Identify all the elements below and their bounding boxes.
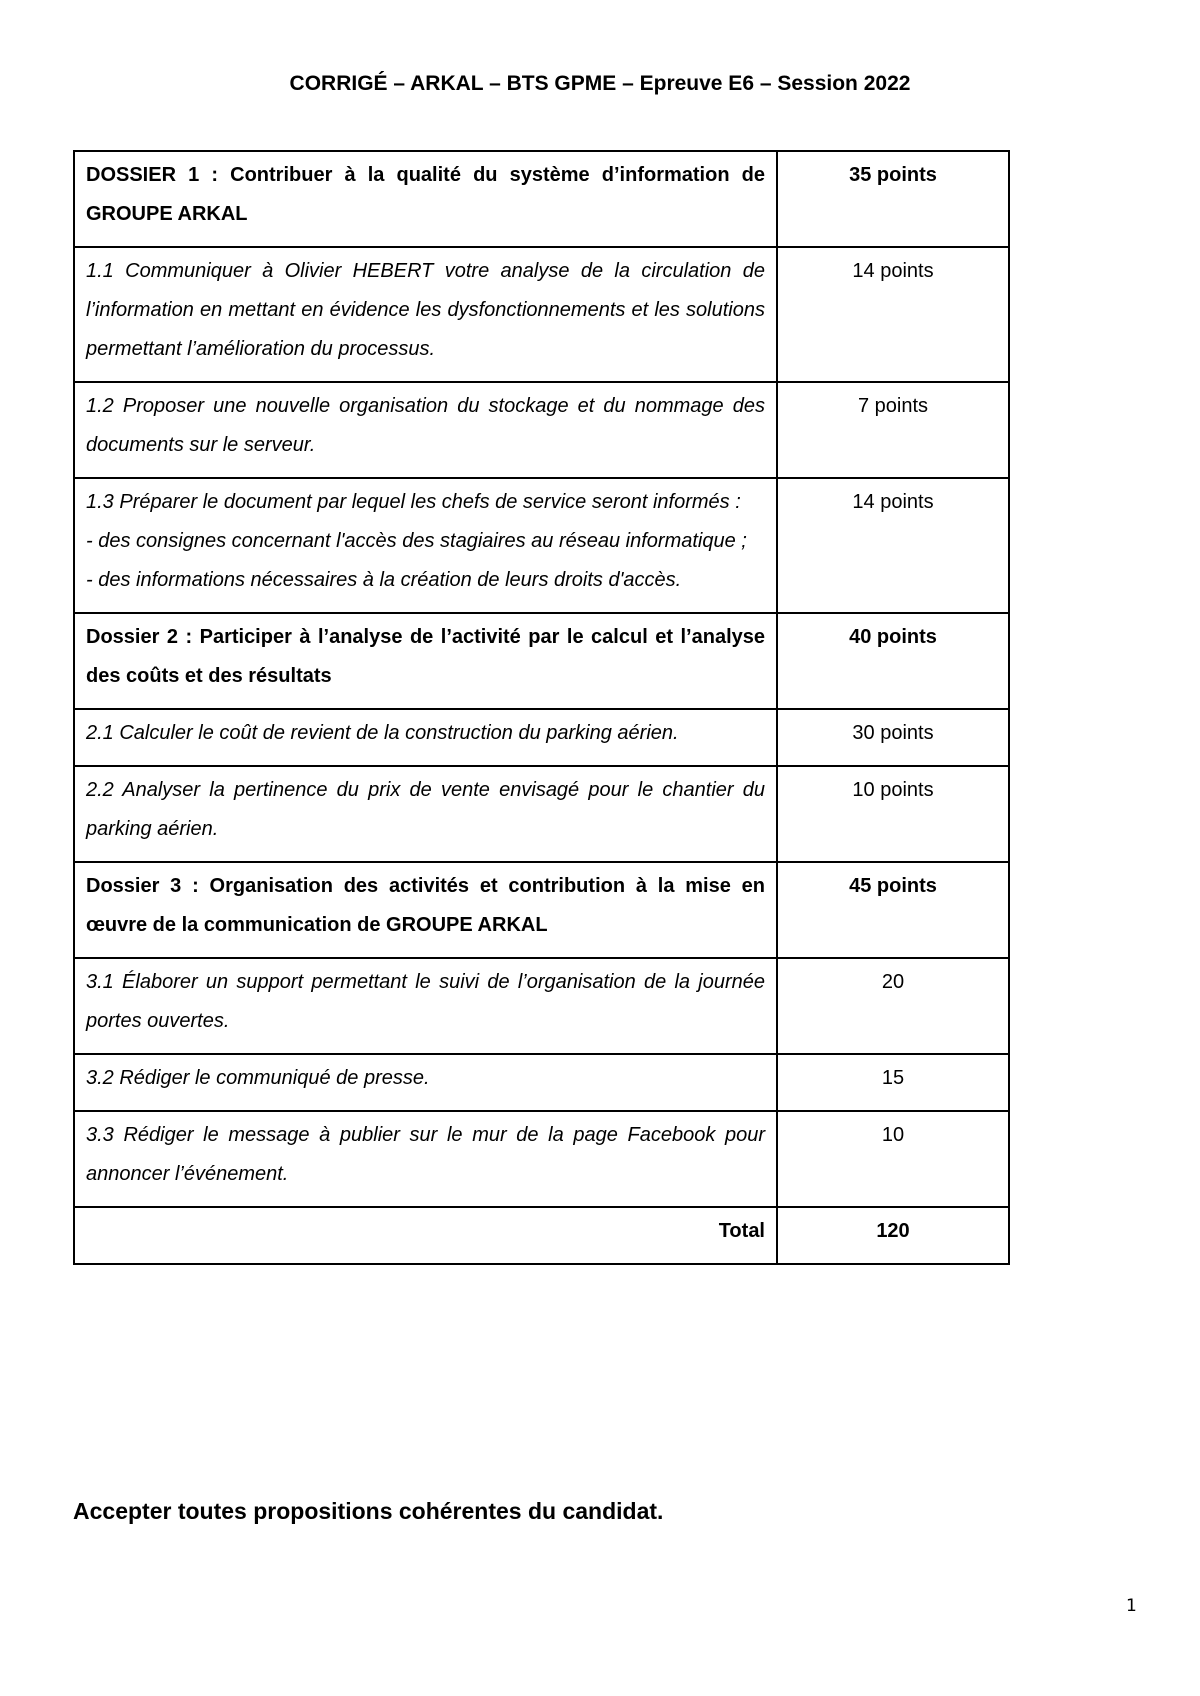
page-title: CORRIGÉ – ARKAL – BTS GPME – Epreuve E6 – Session 2022 [289, 72, 911, 95]
points-cell: 14 points [777, 478, 1009, 613]
total-value: 120 [777, 1207, 1009, 1264]
task-description [74, 1054, 777, 1111]
text-line: - des consignes concernant l'accès des stagiaires au réseau informatique ; [86, 530, 747, 552]
text-line: 3.3 Rédiger le message à publier sur le mur de la page Facebook pour annoncer l’événement. [86, 1124, 765, 1185]
points-cell: 45 points [777, 862, 1009, 958]
task-description [74, 478, 777, 613]
text-line: Dossier 3 : Organisation des activités et contribution à la mise en œuvre de la communication de GROUPE ARKAL [86, 875, 765, 936]
text-line: 1.3 Préparer le document par lequel les chefs de service seront informés : [86, 491, 741, 513]
text-line: 1.2 Proposer une nouvelle organisation du stockage et du nommage des documents sur le serveur. [86, 395, 765, 456]
text-line: 2.1 Calculer le coût de revient de la construction du parking aérien. [86, 722, 679, 744]
section-title [74, 862, 777, 958]
task-row [74, 1111, 1009, 1207]
text-line: DOSSIER 1 : Contribuer à la qualité du système d’information de GROUPE ARKAL [86, 164, 765, 225]
section-row [74, 151, 1009, 247]
text-line: 3.1 Élaborer un support permettant le suivi de l’organisation de la journée portes ouvertes. [86, 971, 765, 1032]
task-row [74, 766, 1009, 862]
total-row [74, 1207, 1009, 1264]
page-number: 1 [1126, 1596, 1137, 1616]
text-line: - des informations nécessaires à la création de leurs droits d'accès. [86, 569, 682, 591]
task-description [74, 709, 777, 766]
points-cell: 30 points [777, 709, 1009, 766]
task-description [74, 1111, 777, 1207]
task-description [74, 247, 777, 382]
section-title [74, 151, 777, 247]
points-cell: 20 [777, 958, 1009, 1054]
points-cell: 7 points [777, 382, 1009, 478]
grading-note: Accepter toutes propositions cohérentes du candidat. [73, 1498, 664, 1524]
section-row [74, 862, 1009, 958]
task-row [74, 478, 1009, 613]
task-description [74, 766, 777, 862]
points-cell: 40 points [777, 613, 1009, 709]
points-cell: 35 points [777, 151, 1009, 247]
points-cell: 14 points [777, 247, 1009, 382]
task-row [74, 382, 1009, 478]
text-line: 2.2 Analyser la pertinence du prix de vente envisagé pour le chantier du parking aérien. [86, 779, 765, 840]
grading-table-body [74, 151, 1009, 1264]
section-title [74, 613, 777, 709]
task-description [74, 382, 777, 478]
task-description [74, 958, 777, 1054]
task-row [74, 247, 1009, 382]
points-cell: 10 [777, 1111, 1009, 1207]
text-line: 3.2 Rédiger le communiqué de presse. [86, 1067, 430, 1089]
total-label: Total [74, 1207, 777, 1264]
task-row [74, 709, 1009, 766]
section-row [74, 613, 1009, 709]
text-line: 1.1 Communiquer à Olivier HEBERT votre analyse de la circulation de l’information en mettant en évidence les dysfonctionnements et les solutions permettant l’amélioration du processus. [86, 260, 765, 360]
grading-table [73, 150, 1010, 1265]
task-row [74, 1054, 1009, 1111]
points-cell: 15 [777, 1054, 1009, 1111]
points-cell: 10 points [777, 766, 1009, 862]
task-row [74, 958, 1009, 1054]
text-line: Dossier 2 : Participer à l’analyse de l’activité par le calcul et l’analyse des coûts et des résultats [86, 626, 765, 687]
